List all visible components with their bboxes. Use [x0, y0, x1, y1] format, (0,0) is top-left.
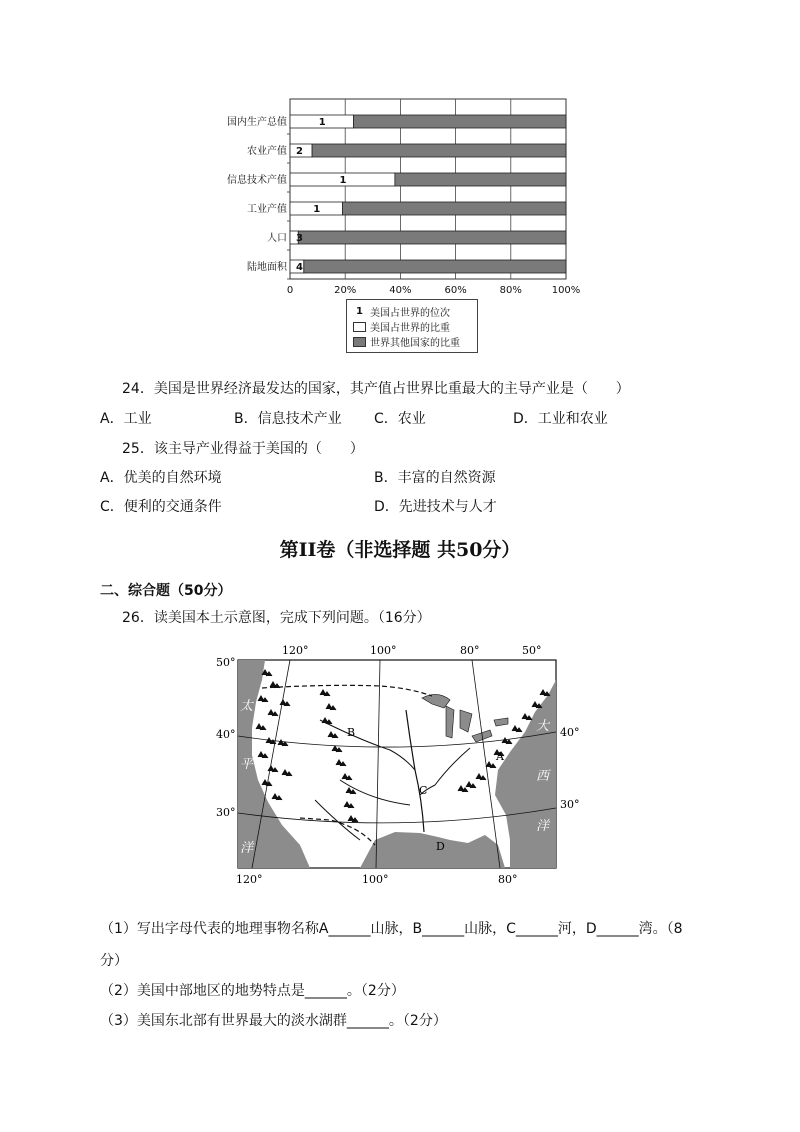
x-tick-label: 0: [286, 285, 294, 295]
category-label: 工业产值: [247, 204, 287, 215]
q25-option-b: B．丰富的自然资源: [374, 470, 496, 486]
gulf-sea: [360, 832, 505, 868]
atlantic-char-2: 西: [536, 769, 550, 784]
x-tick-label: 80%: [499, 285, 522, 295]
q24-option-a: A．工业: [100, 411, 152, 427]
bar-other-share: [342, 202, 566, 215]
map-letter-a: A: [496, 750, 504, 763]
lat-right-40: 40°: [560, 726, 580, 739]
q25-option-a: A．优美的自然环境: [100, 470, 222, 486]
lon-bottom-120: 120°: [236, 873, 263, 886]
q25-option-c: C．便利的交通条件: [100, 499, 222, 515]
q25-option-d: D．先进技术与人才: [374, 499, 497, 515]
bar-other-share: [395, 173, 566, 186]
usa-map: [210, 640, 590, 890]
legend-rank-label: 美国占世界的位次: [370, 308, 450, 319]
category-label: 信息技术产值: [227, 175, 287, 186]
q26-sub1-line1: （1）写出字母代表的地理事物名称A______山脉，B______山脉，C______河，D______湾。（8: [100, 921, 683, 937]
legend-other-swatch: [353, 337, 366, 347]
legend-other: [353, 334, 460, 349]
q25-stem: 25．该主导产业得益于美国的（ ）: [122, 441, 364, 457]
legend-share-swatch: [353, 322, 366, 332]
q24-option-b: B．信息技术产业: [234, 411, 342, 427]
stacked-bar-chart: [200, 95, 580, 295]
part-heading: 二、综合题（50分）: [100, 583, 232, 599]
x-tick-label: 20%: [334, 285, 357, 295]
q26-sub2: （2）美国中部地区的地势特点是______。（2分）: [100, 983, 405, 999]
rank-label: 1: [313, 204, 321, 215]
q24-option-d: D．工业和农业: [513, 411, 608, 427]
map-letter-b: B: [347, 726, 356, 739]
rank-label: 1: [318, 117, 326, 128]
lat-left-30: 30°: [216, 806, 236, 819]
legend-rank-marker: 1: [356, 306, 363, 317]
category-label: 陆地面积: [247, 262, 287, 273]
atlantic-char-3: 洋: [536, 819, 550, 834]
lat-left-40: 40°: [216, 728, 236, 741]
lon-bottom-80: 80°: [498, 873, 518, 886]
atlantic-char-1: 大: [536, 719, 550, 734]
x-tick-label: 100%: [551, 285, 580, 295]
category-label: 人口: [267, 233, 287, 244]
lat-right-30: 30°: [560, 798, 580, 811]
bar-other-share: [298, 231, 566, 244]
lat-left-50: 50°: [216, 656, 236, 669]
legend-share: [353, 319, 450, 334]
legend-other-label: 世界其他国家的比重: [370, 338, 460, 349]
bar-other-share: [353, 115, 566, 128]
rank-label: 2: [296, 146, 303, 157]
legend-share-label: 美国占世界的比重: [370, 323, 450, 334]
lon-top-120: 120°: [282, 644, 309, 657]
bar-other-share: [304, 260, 566, 273]
chart-canvas: [200, 95, 580, 295]
rank-label: 1: [339, 175, 347, 186]
pacific-char-3: 洋: [240, 841, 254, 856]
legend-rank: [353, 304, 450, 319]
section-title: 第II卷（非选择题 共50分）: [279, 539, 521, 561]
q24-option-c: C．农业: [374, 411, 426, 427]
q26-sub3: （3）美国东北部有世界最大的淡水湖群______。（2分）: [100, 1013, 447, 1029]
lon-top-80: 80°: [460, 644, 480, 657]
pacific-char-1: 太: [240, 699, 254, 714]
q26-stem: 26．读美国本土示意图，完成下列问题。（16分）: [122, 610, 431, 626]
usa-map-canvas: [210, 640, 590, 890]
chart-legend: [346, 299, 478, 353]
rank-label: 3: [296, 233, 303, 244]
x-tick-label: 40%: [389, 285, 412, 295]
category-label: 农业产值: [247, 146, 287, 157]
pacific-char-2: 平: [240, 757, 254, 772]
category-label: 国内生产总值: [227, 117, 287, 128]
x-tick-label: 60%: [444, 285, 467, 295]
q26-sub1-line2: 分）: [100, 953, 128, 969]
lon-bottom-100: 100°: [362, 873, 389, 886]
map-letter-c: C: [419, 784, 428, 797]
q24-stem: 24．美国是世界经济最发达的国家，其产值占世界比重最大的主导产业是（ ）: [122, 381, 630, 397]
rank-label: 4: [296, 262, 303, 273]
lon-top-100: 100°: [370, 644, 397, 657]
map-letter-d: D: [436, 840, 445, 853]
bar-other-share: [312, 144, 566, 157]
lon-top-50: 50°: [522, 644, 542, 657]
